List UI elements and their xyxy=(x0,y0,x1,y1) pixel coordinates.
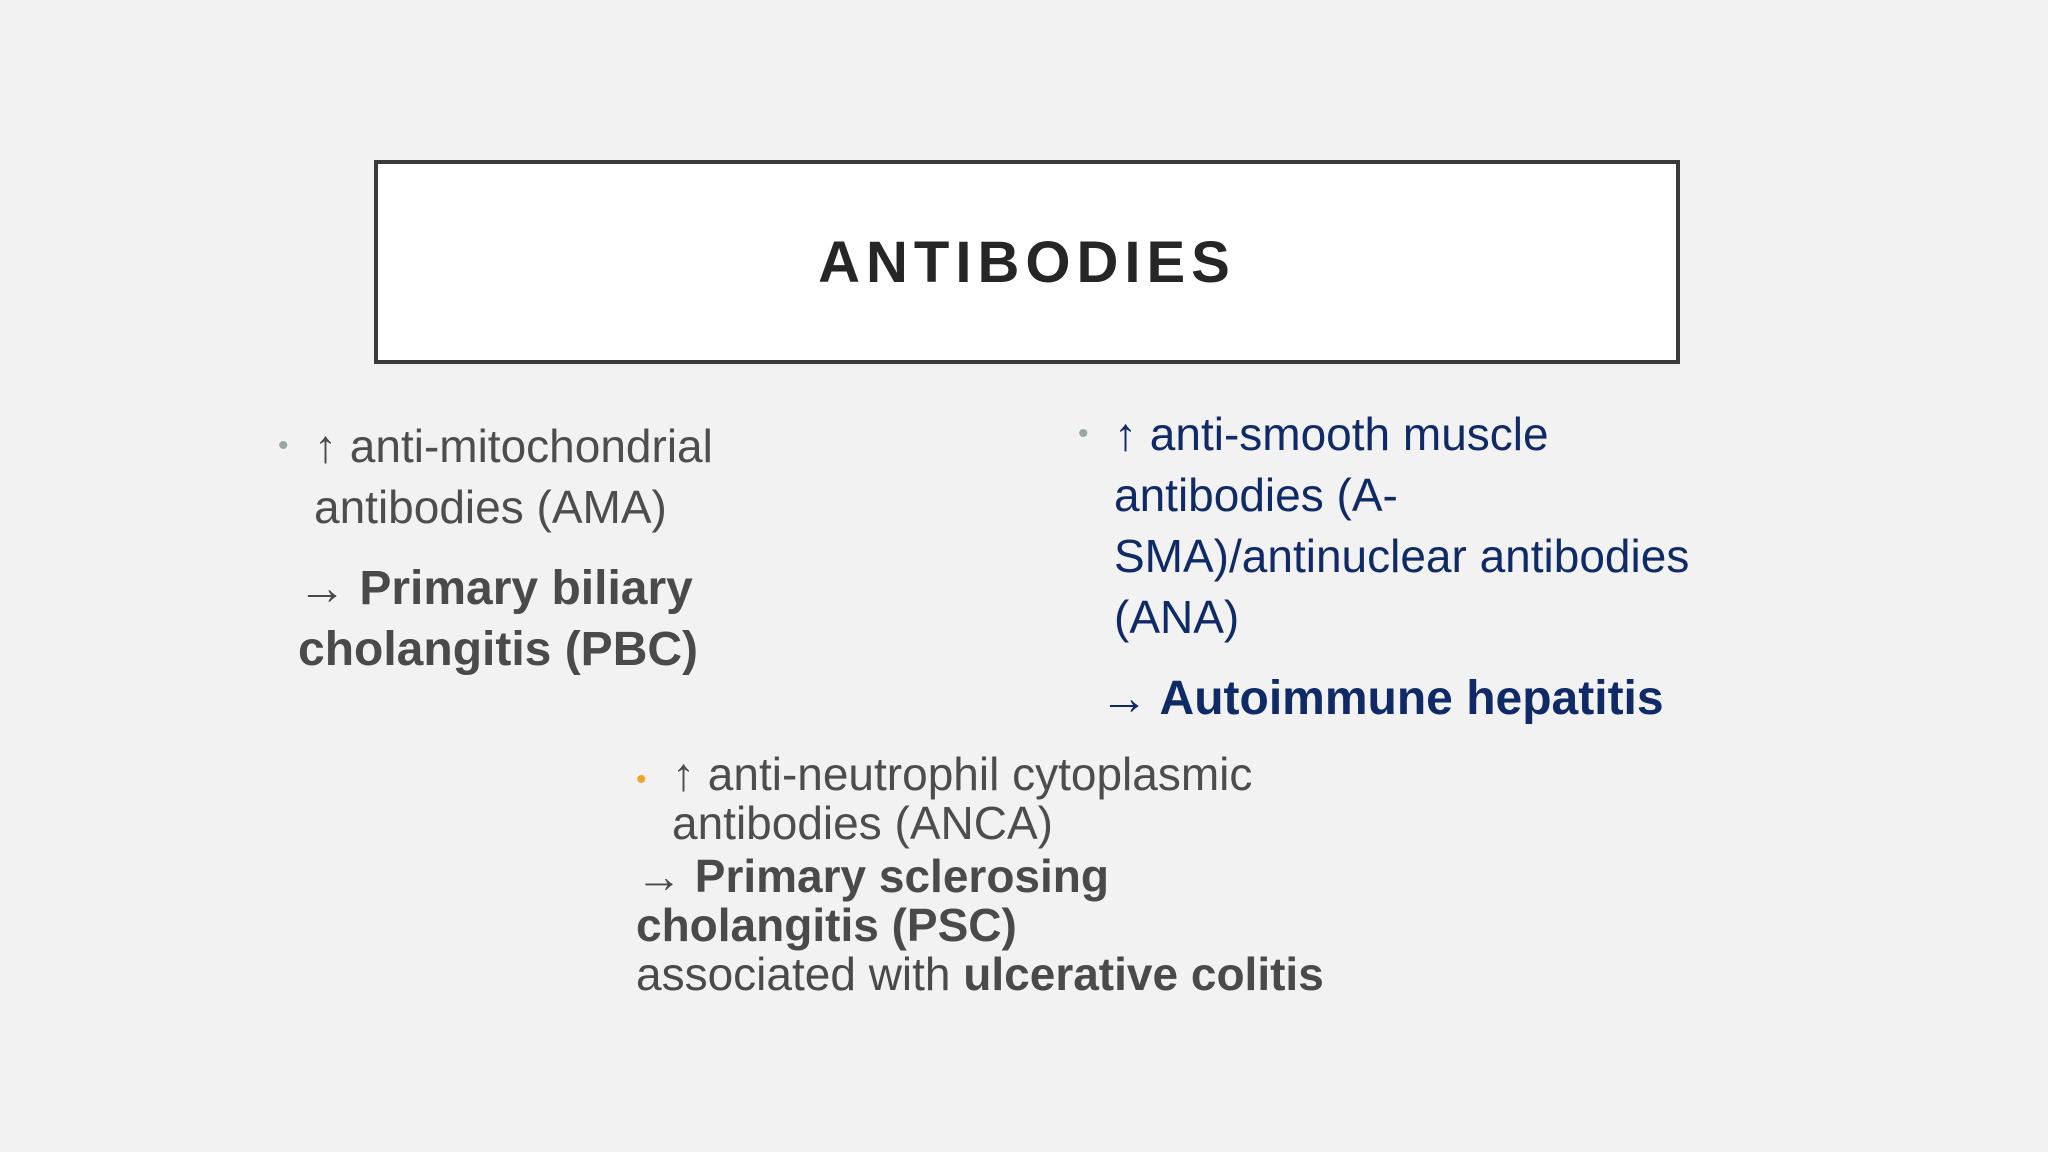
assoc-bold: ulcerative colitis xyxy=(963,948,1324,1000)
anca-bullet-row xyxy=(636,750,1336,848)
pbc-result: → Primary biliary cholangitis (PBC) xyxy=(298,562,699,676)
assoc-text: associated with xyxy=(636,948,964,1000)
bullet-dot-icon: • xyxy=(278,429,289,462)
title-box xyxy=(374,160,1680,364)
asma-bullet-row xyxy=(1078,404,1718,648)
anca-line: ↑ anti-neutrophil cytoplasmic antibodies (ANCA) xyxy=(672,748,1253,849)
ama-block xyxy=(278,416,798,680)
anca-block xyxy=(636,750,1336,999)
psc-result-bold: → Primary sclerosing cholangitis (PSC) xyxy=(636,850,1109,951)
asma-ana-line: ↑ anti-smooth muscle antibodies (A-SMA)/antinuclear antibodies (ANA) xyxy=(1114,408,1690,643)
bullet-dot-icon: • xyxy=(1078,417,1089,450)
aih-result: → Autoimmune hepatitis xyxy=(1100,672,1664,725)
ama-line: ↑ anti-mitochondrial antibodies (AMA) xyxy=(314,420,713,533)
bullet-dot-icon: • xyxy=(636,763,647,796)
slide-title: ANTIBODIES xyxy=(818,229,1236,295)
asma-ana-block xyxy=(1078,404,1718,729)
psc-result xyxy=(636,852,1336,999)
psc-association xyxy=(636,950,1336,999)
ama-bullet-row xyxy=(278,416,798,538)
